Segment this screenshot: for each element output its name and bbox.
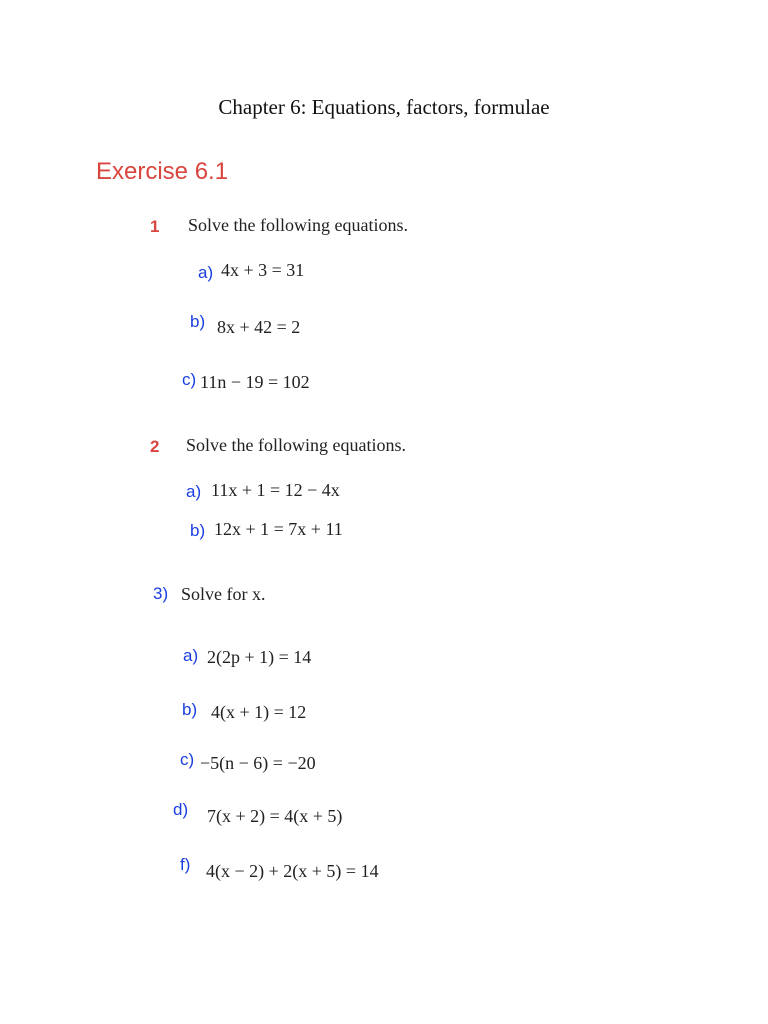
question-3-number: 3) (153, 584, 169, 603)
q1-part-c-equation: 11n − 19 = 102 (200, 372, 310, 392)
question-1-number: 1 (150, 217, 160, 236)
q1-part-c-label: c) (182, 370, 197, 389)
q3-part-d-equation: 7(x + 2) = 4(x + 5) (207, 806, 343, 826)
q2-part-a-equation: 11x + 1 = 12 − 4x (211, 480, 340, 500)
q3-part-a-equation: 2(2p + 1) = 14 (207, 647, 312, 667)
question-1-prompt: Solve the following equations. (188, 215, 408, 235)
q3-part-f-equation: 4(x − 2) + 2(x + 5) = 14 (206, 861, 379, 881)
question-2-number: 2 (150, 437, 160, 456)
q3-part-d-label: d) (173, 800, 189, 819)
q3-part-b-equation: 4(x + 1) = 12 (211, 702, 307, 722)
q1-part-a-equation: 4x + 3 = 31 (221, 260, 305, 280)
question-2-prompt: Solve the following equations. (186, 435, 406, 455)
q3-part-a-label: a) (183, 646, 199, 665)
q2-part-a-label: a) (186, 482, 202, 501)
chapter-title: Chapter 6: Equations, factors, formulae (218, 95, 550, 119)
q3-part-b-label: b) (182, 700, 198, 719)
q1-part-b-label: b) (190, 312, 206, 331)
exercise-heading: Exercise 6.1 (96, 158, 229, 185)
q2-part-b-label: b) (190, 521, 206, 540)
question-3-prompt: Solve for x. (181, 584, 266, 604)
q3-part-c-label: c) (180, 750, 195, 769)
q2-part-b-equation: 12x + 1 = 7x + 11 (214, 519, 343, 539)
q1-part-b-equation: 8x + 42 = 2 (217, 317, 301, 337)
q3-part-c-equation: −5(n − 6) = −20 (200, 753, 316, 773)
q1-part-a-label: a) (198, 263, 214, 282)
q3-part-f-label: f) (180, 855, 191, 874)
